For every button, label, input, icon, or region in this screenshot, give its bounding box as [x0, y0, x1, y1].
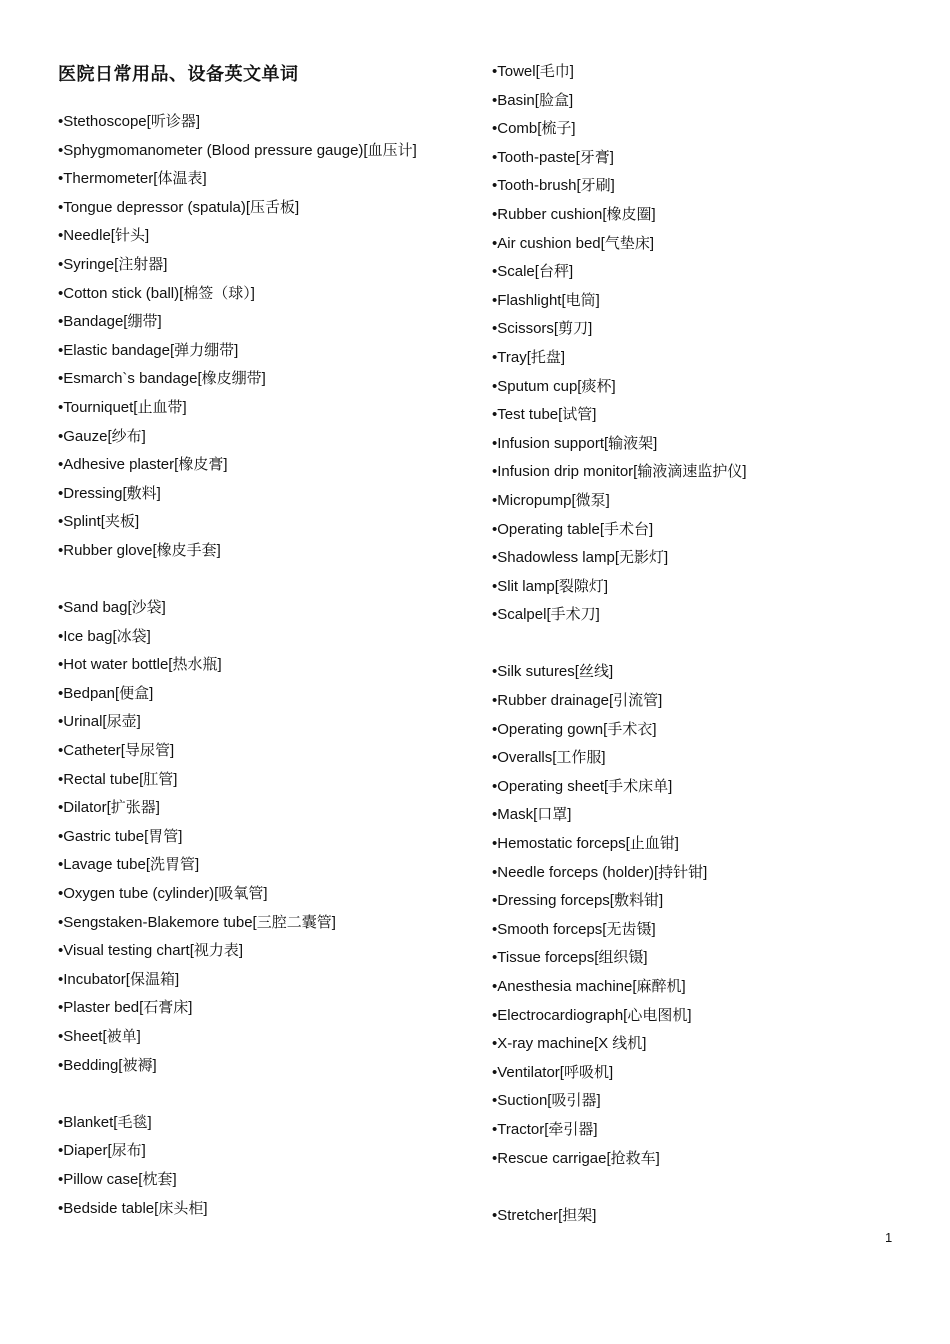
- vocab-item: •Infusion drip monitor[输液滴速监护仪]: [492, 463, 747, 481]
- vocab-item: •Test tube[试管]: [492, 406, 597, 424]
- vocab-item: •Bedding[被褥]: [58, 1056, 157, 1074]
- vocab-item: •Gastric tube[胃管]: [58, 827, 183, 845]
- vocab-item: •Tourniquet[止血带]: [58, 398, 187, 416]
- vocab-item: •Adhesive plaster[橡皮膏]: [58, 456, 228, 474]
- vocab-item: •Oxygen tube (cylinder)[吸氧管]: [58, 885, 268, 903]
- vocab-item: •Stethoscope[听诊器]: [58, 113, 200, 130]
- blank-line: [58, 1082, 417, 1111]
- vocab-item: •Needle forceps (holder)[持针钳]: [492, 863, 708, 881]
- vocab-item: •Operating gown[手术衣]: [492, 720, 657, 738]
- vocab-item: •Cotton stick (ball)[棉签（球）]: [58, 284, 255, 302]
- vocab-item: •Sengstaken-Blakemore tube[三腔二囊管]: [58, 913, 336, 931]
- vocab-item: •Slit lamp[裂隙灯]: [492, 577, 609, 595]
- vocab-item: •Blanket[毛毯]: [58, 1113, 152, 1131]
- vocab-item: •Operating table[手术台]: [492, 520, 654, 538]
- vocab-item: •Scalpel[手术刀]: [492, 606, 600, 624]
- blank-line: [58, 568, 417, 597]
- page-number: 1: [885, 1230, 893, 1245]
- vocab-item: •Sand bag[沙袋]: [58, 599, 166, 617]
- vocab-item: •Infusion support[输液架]: [492, 434, 658, 452]
- vocab-item: •Silk sutures[丝线]: [492, 663, 614, 681]
- vocab-item: •Thermometer[体温表]: [58, 170, 207, 188]
- vocab-item: •Splint[夹板]: [58, 513, 140, 531]
- vocab-item: •Rubber drainage[引流管]: [492, 692, 663, 710]
- vocab-item: •Bedside table[床头柜]: [58, 1199, 208, 1217]
- vocab-item: •Micropump[微泵]: [492, 491, 610, 509]
- vocab-item: •Tractor[牵引器]: [492, 1120, 598, 1138]
- vocab-item: •Visual testing chart[视力表]: [58, 942, 244, 960]
- vocab-item: •Sphygmomanometer (Blood pressure gauge)[血压计]: [58, 141, 417, 159]
- vocab-item: •Scissors[剪刀]: [492, 320, 593, 338]
- vocab-item: •Comb[梳子]: [492, 120, 576, 138]
- vocab-item: •Bandage[绷带]: [58, 313, 162, 331]
- vocab-item: •Suction[吸引器]: [492, 1092, 601, 1110]
- vocab-item: •Hemostatic forceps[止血钳]: [492, 835, 679, 853]
- vocab-item: •Smooth forceps[无齿镊]: [492, 920, 656, 938]
- vocab-item: •Flashlight[电筒]: [492, 291, 600, 309]
- vocab-item: •Towel[毛巾]: [492, 63, 574, 80]
- vocab-item: •Shadowless lamp[无影灯]: [492, 549, 669, 567]
- blank-line: [492, 632, 747, 661]
- vocab-item: •Esmarch`s bandage[橡皮绷带]: [58, 370, 266, 388]
- vocab-item: •Rectal tube[肛管]: [58, 770, 178, 788]
- vocab-item: •Tongue depressor (spatula)[压舌板]: [58, 198, 300, 216]
- left-column: [58, 110, 417, 1225]
- vocab-item: •Dilator[扩张器]: [58, 799, 160, 817]
- vocab-item: •Dressing forceps[敷料钳]: [492, 892, 664, 910]
- vocab-item: •Incubator[保温箱]: [58, 970, 180, 988]
- vocab-item: •Anesthesia machine[麻醉机]: [492, 978, 686, 995]
- vocab-item: •Stretcher[担架]: [492, 1206, 597, 1224]
- vocab-item: •Tissue forceps[组织镊]: [492, 949, 648, 967]
- vocab-item: •Diaper[尿布]: [58, 1142, 146, 1160]
- vocab-item: •Lavage tube[洗胃管]: [58, 856, 200, 874]
- vocab-item: •Rubber cushion[橡皮圈]: [492, 205, 656, 223]
- vocab-item: •Basin[脸盒]: [492, 91, 574, 109]
- vocab-item: •Sheet[被单]: [58, 1028, 141, 1045]
- vocab-item: •Rubber glove[橡皮手套]: [58, 541, 221, 559]
- vocab-item: •Operating sheet[手术床单]: [492, 777, 673, 795]
- vocab-item: •Ice bag[冰袋]: [58, 627, 151, 645]
- vocab-item: •Urinal[尿壶]: [58, 713, 141, 731]
- vocab-item: •Tooth-brush[牙刷]: [492, 177, 615, 195]
- page-title: 医院日常用品、设备英文单词: [58, 64, 299, 85]
- vocab-item: •Electrocardiograph[心电图机]: [492, 1006, 692, 1024]
- vocab-item: •Ventilator[呼吸机]: [492, 1063, 614, 1081]
- vocab-item: •Needle[针头]: [58, 227, 150, 245]
- vocab-item: •Rescue carrigae[抢救车]: [492, 1149, 660, 1167]
- vocab-item: •Tooth-paste[牙膏]: [492, 148, 614, 166]
- vocab-item: •Pillow case[枕套]: [58, 1170, 177, 1188]
- vocab-item: •Plaster bed[石膏床]: [58, 999, 193, 1017]
- vocab-item: •Scale[台秤]: [492, 263, 574, 281]
- vocab-item: •Gauze[纱布]: [58, 427, 146, 445]
- vocab-item: •Air cushion bed[气垫床]: [492, 234, 654, 252]
- blank-line: [492, 1175, 747, 1204]
- vocab-item: •Bedpan[便盒]: [58, 684, 154, 702]
- right-column: [492, 60, 747, 1232]
- vocab-item: •Mask[口罩]: [492, 806, 572, 824]
- vocab-item: •X-ray machine[X 线机]: [492, 1035, 647, 1053]
- vocab-item: •Overalls[工作服]: [492, 749, 606, 767]
- vocab-item: •Catheter[导尿管]: [58, 742, 175, 760]
- vocab-item: •Syringe[注射器]: [58, 255, 168, 273]
- vocab-item: •Tray[托盘]: [492, 348, 566, 366]
- vocab-item: •Sputum cup[痰杯]: [492, 377, 616, 395]
- vocab-item: •Hot water bottle[热水瓶]: [58, 656, 222, 674]
- vocab-item: •Dressing[敷料]: [58, 484, 161, 502]
- vocab-item: •Elastic bandage[弹力绷带]: [58, 341, 239, 359]
